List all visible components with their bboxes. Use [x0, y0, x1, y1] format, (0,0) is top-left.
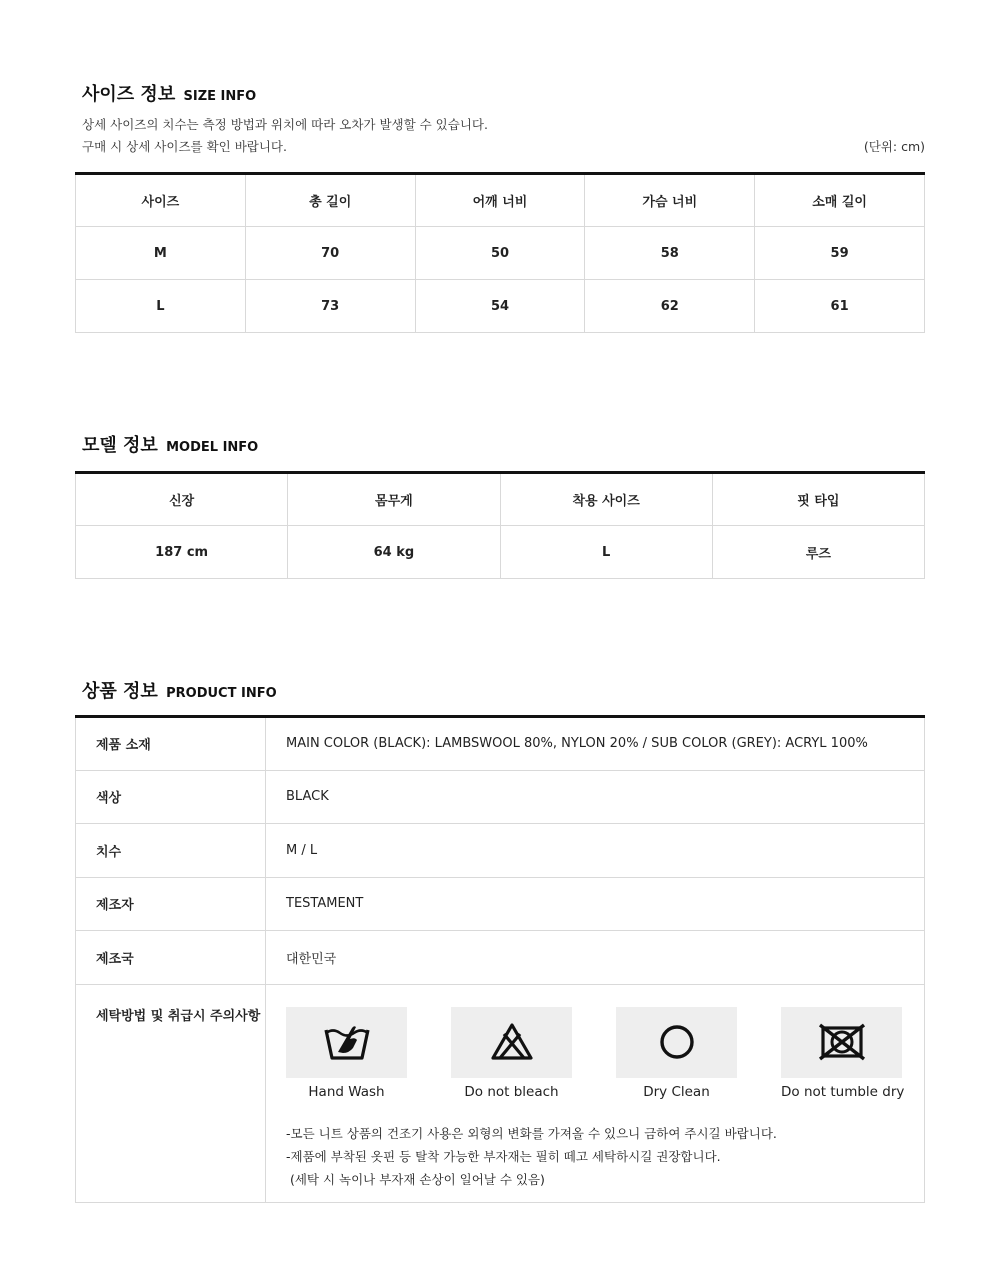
- size-note-line-2: 구매 시 상세 사이즈를 확인 바랍니다.: [82, 139, 287, 154]
- model-table-header: [76, 473, 925, 526]
- product-value: M / L: [266, 824, 925, 878]
- care-icon-item: [616, 1007, 737, 1100]
- table-row: [76, 877, 925, 931]
- size-header-cell: 사이즈: [76, 174, 246, 227]
- care-icon-label: Do not bleach: [464, 1083, 559, 1100]
- product-value: BLACK: [266, 770, 925, 824]
- product-value: TESTAMENT: [266, 877, 925, 931]
- care-notes: [286, 1122, 924, 1191]
- size-info-title: [82, 80, 256, 106]
- table-row: [76, 280, 925, 333]
- size-header-cell: 총 길이: [245, 174, 415, 227]
- product-info-title: [82, 677, 277, 703]
- size-table-header: [76, 174, 925, 227]
- size-header-cell: 어깨 너비: [415, 174, 585, 227]
- size-cell: 59: [755, 227, 925, 280]
- size-cell: 70: [245, 227, 415, 280]
- care-icon-label: Dry Clean: [643, 1083, 710, 1100]
- model-cell: 루즈: [712, 526, 924, 579]
- care-icon-item: [781, 1007, 905, 1100]
- product-table: [75, 715, 925, 1203]
- size-cell: 73: [245, 280, 415, 333]
- size-cell: 62: [585, 280, 755, 333]
- care-row: [76, 984, 925, 1202]
- size-cell: M: [76, 227, 246, 280]
- product-label: 제조자: [76, 877, 266, 931]
- product-info-title-ko: 상품 정보: [82, 681, 158, 702]
- product-label: 치수: [76, 824, 266, 878]
- product-info-title-en: PRODUCT INFO: [166, 686, 277, 701]
- table-row: [76, 824, 925, 878]
- hand-wash-icon: [286, 1007, 407, 1078]
- model-cell: 187 cm: [76, 526, 288, 579]
- do-not-tumble-dry-icon: [781, 1007, 902, 1078]
- model-info-title-ko: 모델 정보: [82, 435, 158, 456]
- dry-clean-icon: [616, 1007, 737, 1078]
- product-label: 제품 소재: [76, 717, 266, 771]
- table-row: [76, 770, 925, 824]
- care-note-line: -모든 니트 상품의 건조기 사용은 외형의 변화를 가져올 수 있으니 금하여 주시길 바랍니다.: [286, 1125, 777, 1141]
- size-cell: 54: [415, 280, 585, 333]
- care-note-line: -제품에 부착된 옷핀 등 탈착 가능한 부자재는 필히 떼고 세탁하시길 권장합니다.: [286, 1148, 721, 1164]
- size-cell: 58: [585, 227, 755, 280]
- model-header-cell: 몸무게: [288, 473, 500, 526]
- model-header-cell: 신장: [76, 473, 288, 526]
- table-row: [76, 931, 925, 985]
- size-info-title-en: SIZE INFO: [183, 89, 257, 104]
- do-not-bleach-icon: [451, 1007, 572, 1078]
- size-header-cell: 가슴 너비: [585, 174, 755, 227]
- model-cell: L: [500, 526, 712, 579]
- table-row: [76, 227, 925, 280]
- size-info-title-ko: 사이즈 정보: [82, 84, 176, 105]
- care-icons: [286, 985, 924, 1100]
- size-table: [75, 172, 925, 333]
- care-icon-item: [451, 1007, 572, 1100]
- model-table: [75, 471, 925, 579]
- product-label: 제조국: [76, 931, 266, 985]
- model-cell: 64 kg: [288, 526, 500, 579]
- table-row: [76, 717, 925, 771]
- care-label: 세탁방법 및 취급시 주의사항: [76, 984, 266, 1202]
- model-header-cell: 착용 사이즈: [500, 473, 712, 526]
- care-icon-label: Do not tumble dry: [781, 1083, 905, 1100]
- product-value: 대한민국: [266, 931, 925, 985]
- care-icon-label: Hand Wash: [308, 1083, 385, 1100]
- size-note-line-1: 상세 사이즈의 치수는 측정 방법과 위치에 따라 오차가 발생할 수 있습니다.: [82, 117, 488, 132]
- table-row: [76, 526, 925, 579]
- model-info-title-en: MODEL INFO: [166, 440, 259, 455]
- product-label: 색상: [76, 770, 266, 824]
- product-value: MAIN COLOR (BLACK): LAMBSWOOL 80%, NYLON 20% / SUB COLOR (GREY): ACRYL 100%: [266, 717, 925, 771]
- care-icon-item: [286, 1007, 407, 1100]
- size-header-cell: 소매 길이: [755, 174, 925, 227]
- care-note-line: (세탁 시 녹이나 부자재 손상이 일어날 수 있음): [286, 1171, 545, 1187]
- size-cell: 50: [415, 227, 585, 280]
- size-cell: L: [76, 280, 246, 333]
- size-unit: (단위: cm): [863, 139, 925, 154]
- model-info-title: [82, 431, 258, 457]
- care-content: [266, 984, 925, 1202]
- model-header-cell: 핏 타입: [712, 473, 924, 526]
- size-cell: 61: [755, 280, 925, 333]
